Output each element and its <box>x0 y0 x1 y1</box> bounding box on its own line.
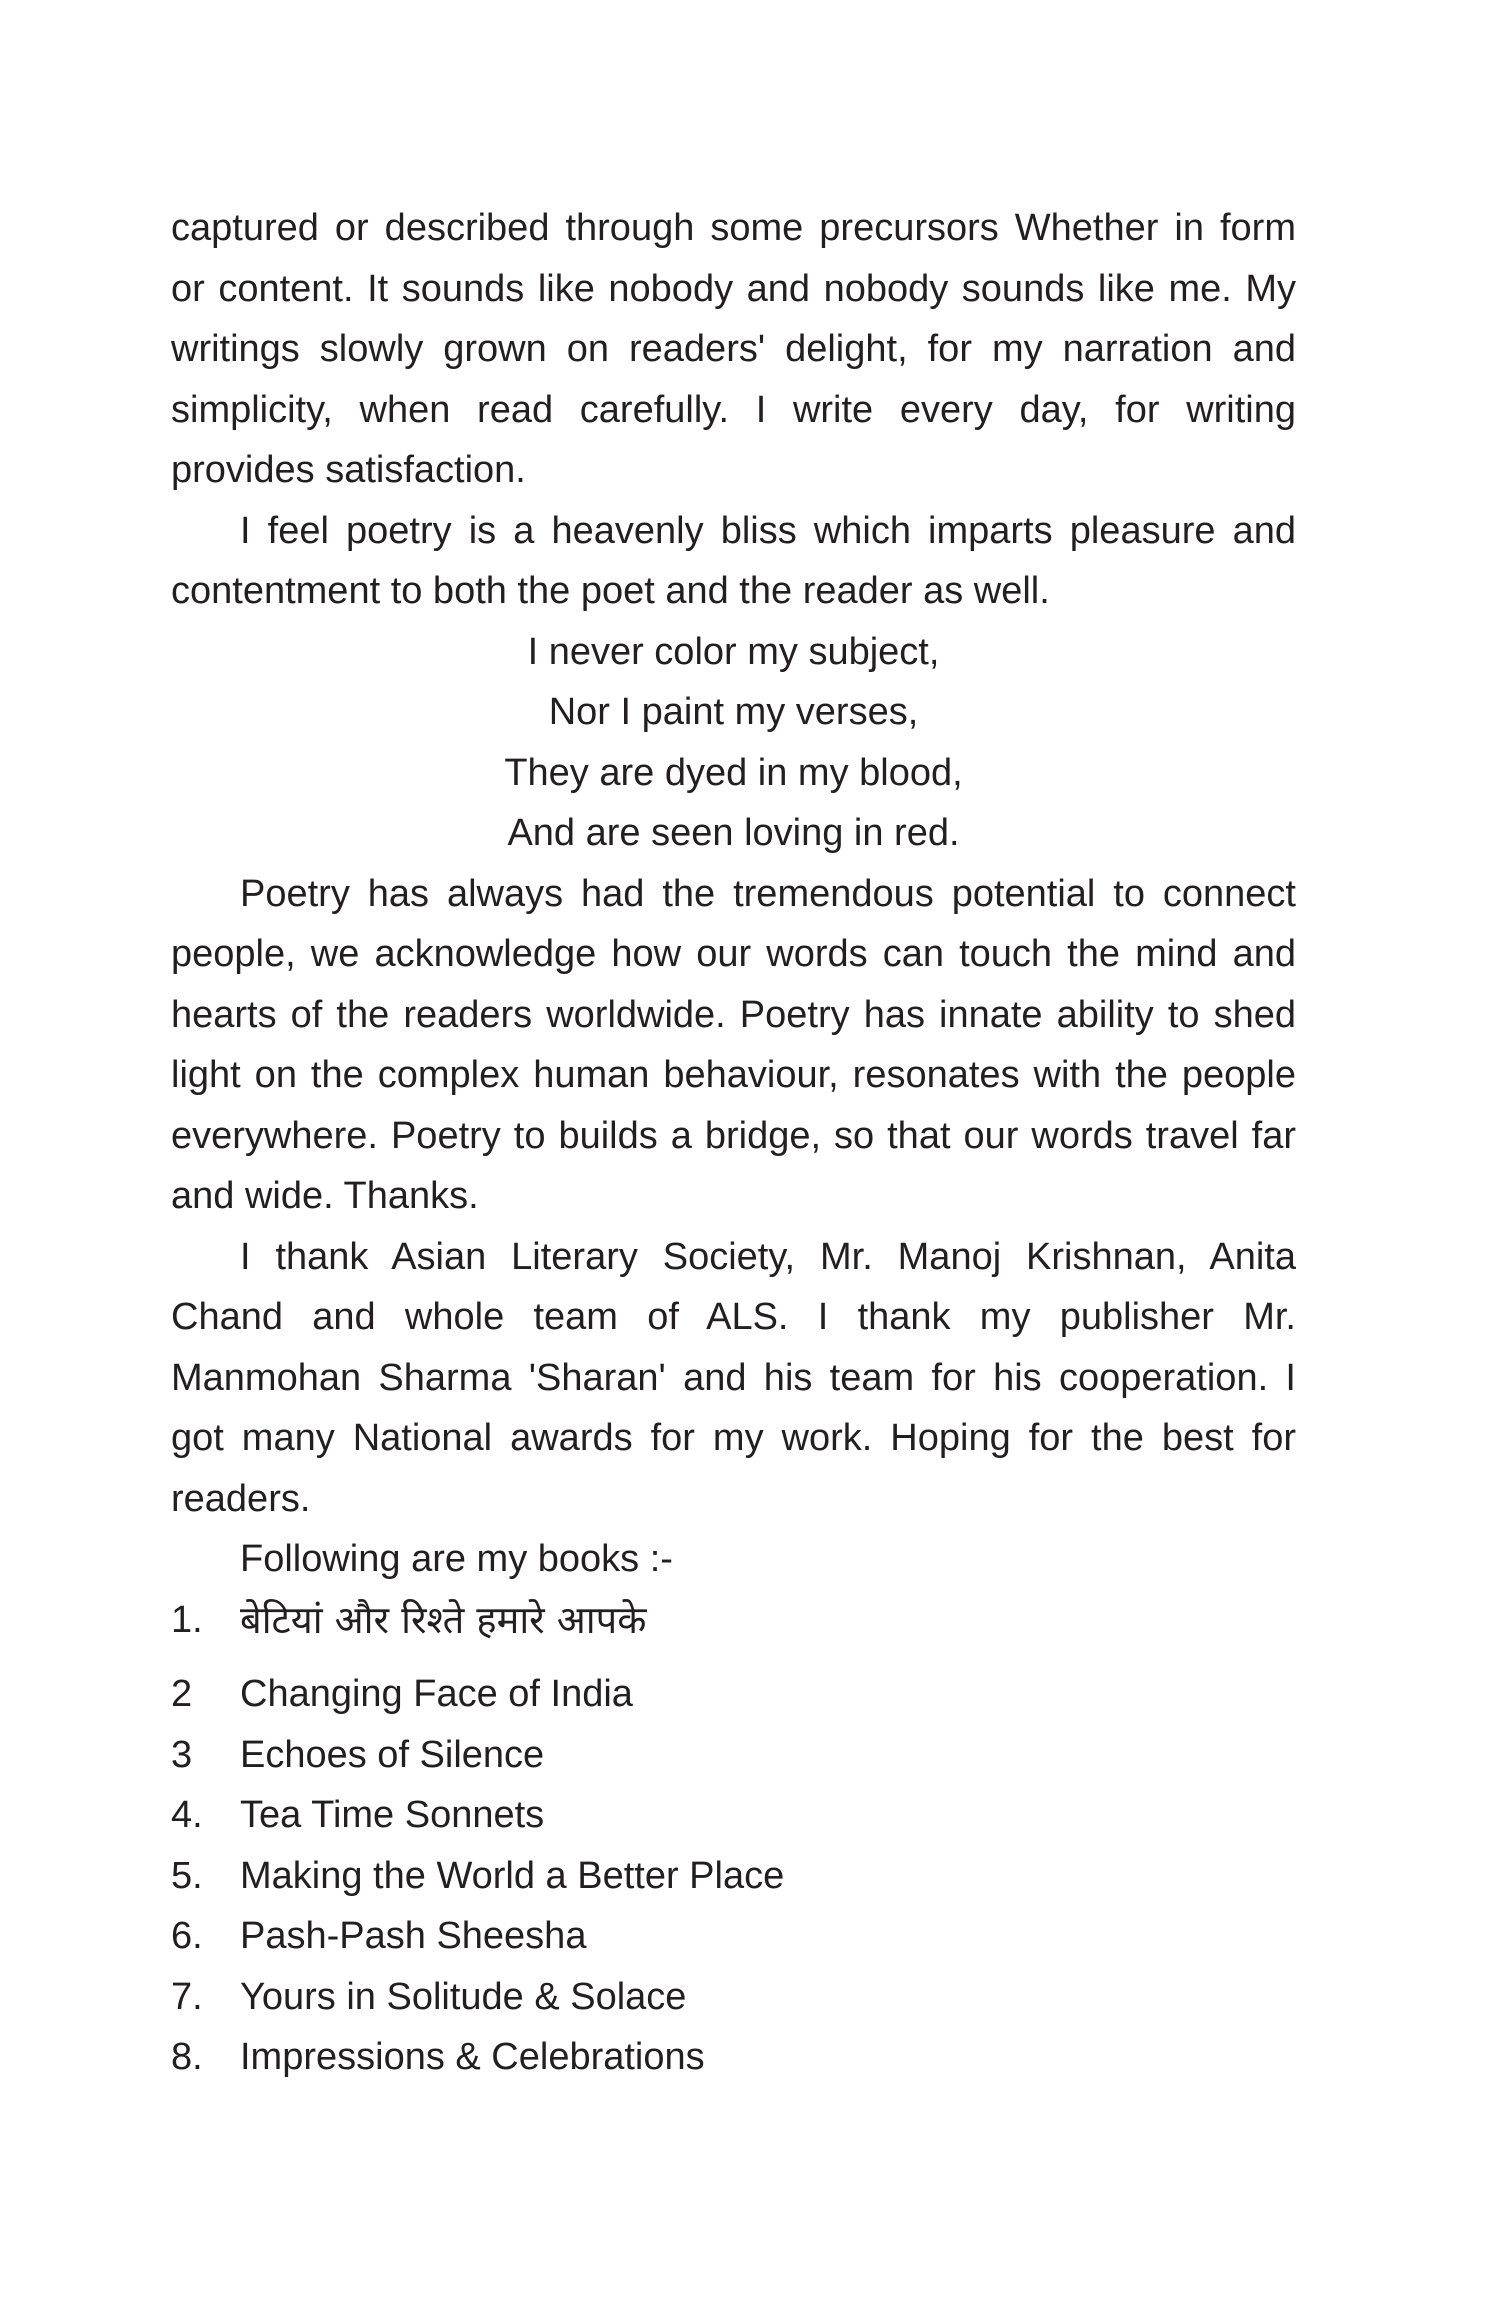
paragraph-poetry-potential: Poetry has always had the tremendous potential to connect people, we acknowledge how our words can touch the mind and hearts of the readers worldwide. Poetry has innate ability to shed light on the complex human behaviour, resonates with the people everywhere. Poetry to builds a bridge, so that our words travel far and wide. Thanks. <box>171 872 1296 1217</box>
verse-line: I never color my subject, <box>527 630 940 673</box>
list-item <box>171 1664 1296 1725</box>
page-body <box>171 198 1296 2088</box>
paragraph-acknowledgements: I thank Asian Literary Society, Mr. Manoj Krishnan, Anita Chand and whole team of ALS. I thank my publisher Mr. Manmohan Sharma 'Sharan' and his team for his cooperation. I got many National awards for my work. Hoping for the best for readers. <box>171 1235 1296 1520</box>
paragraph-writing-style: captured or described through some precursors Whether in form or content. It sounds like nobody and nobody sounds like me. My writings slowly grown on readers' delight, for my narration and simplicity, when read carefully. I write every day, for writing provides satisfaction. <box>171 207 1296 491</box>
list-item <box>171 1725 1296 1786</box>
verse-block <box>171 622 1296 864</box>
verse-line: Nor I paint my verses, <box>548 691 919 733</box>
book-number: 3 <box>171 1733 193 1776</box>
books-heading: Following are my books :- <box>240 1538 673 1580</box>
paragraph-poetry-bliss: I feel poetry is a heavenly bliss which imparts pleasure and contentment to both the poet and the reader as well. <box>171 509 1296 612</box>
book-number: 2 <box>171 1673 193 1715</box>
book-number: 7. <box>171 1975 203 2018</box>
book-number: 1. <box>171 1598 203 1641</box>
book-title: Impressions & Celebrations <box>240 2036 705 2078</box>
list-item <box>171 1906 1296 1967</box>
list-item <box>171 1590 1296 1651</box>
book-title: Yours in Solitude & Solace <box>240 1975 687 2018</box>
book-title: Making the World a Better Place <box>240 1854 785 1897</box>
list-item <box>171 2027 1296 2088</box>
book-number: 5. <box>171 1854 203 1897</box>
list-item <box>171 1846 1296 1907</box>
list-item <box>171 1785 1296 1846</box>
book-number: 8. <box>171 2036 203 2078</box>
book-number: 4. <box>171 1794 203 1836</box>
book-list <box>171 1590 1296 2088</box>
book-title: Changing Face of India <box>240 1673 633 1715</box>
book-title: Pash-Pash Sheesha <box>240 1915 587 1957</box>
verse-line: And are seen loving in red. <box>507 812 960 854</box>
book-number: 6. <box>171 1915 203 1957</box>
list-item <box>171 1967 1296 2028</box>
book-title: Tea Time Sonnets <box>240 1794 545 1836</box>
book-title: बेटियां और रिश्ते हमारे आपके <box>240 1597 647 1642</box>
book-title: Echoes of Silence <box>240 1733 545 1776</box>
verse-line: They are dyed in my blood, <box>504 751 963 794</box>
